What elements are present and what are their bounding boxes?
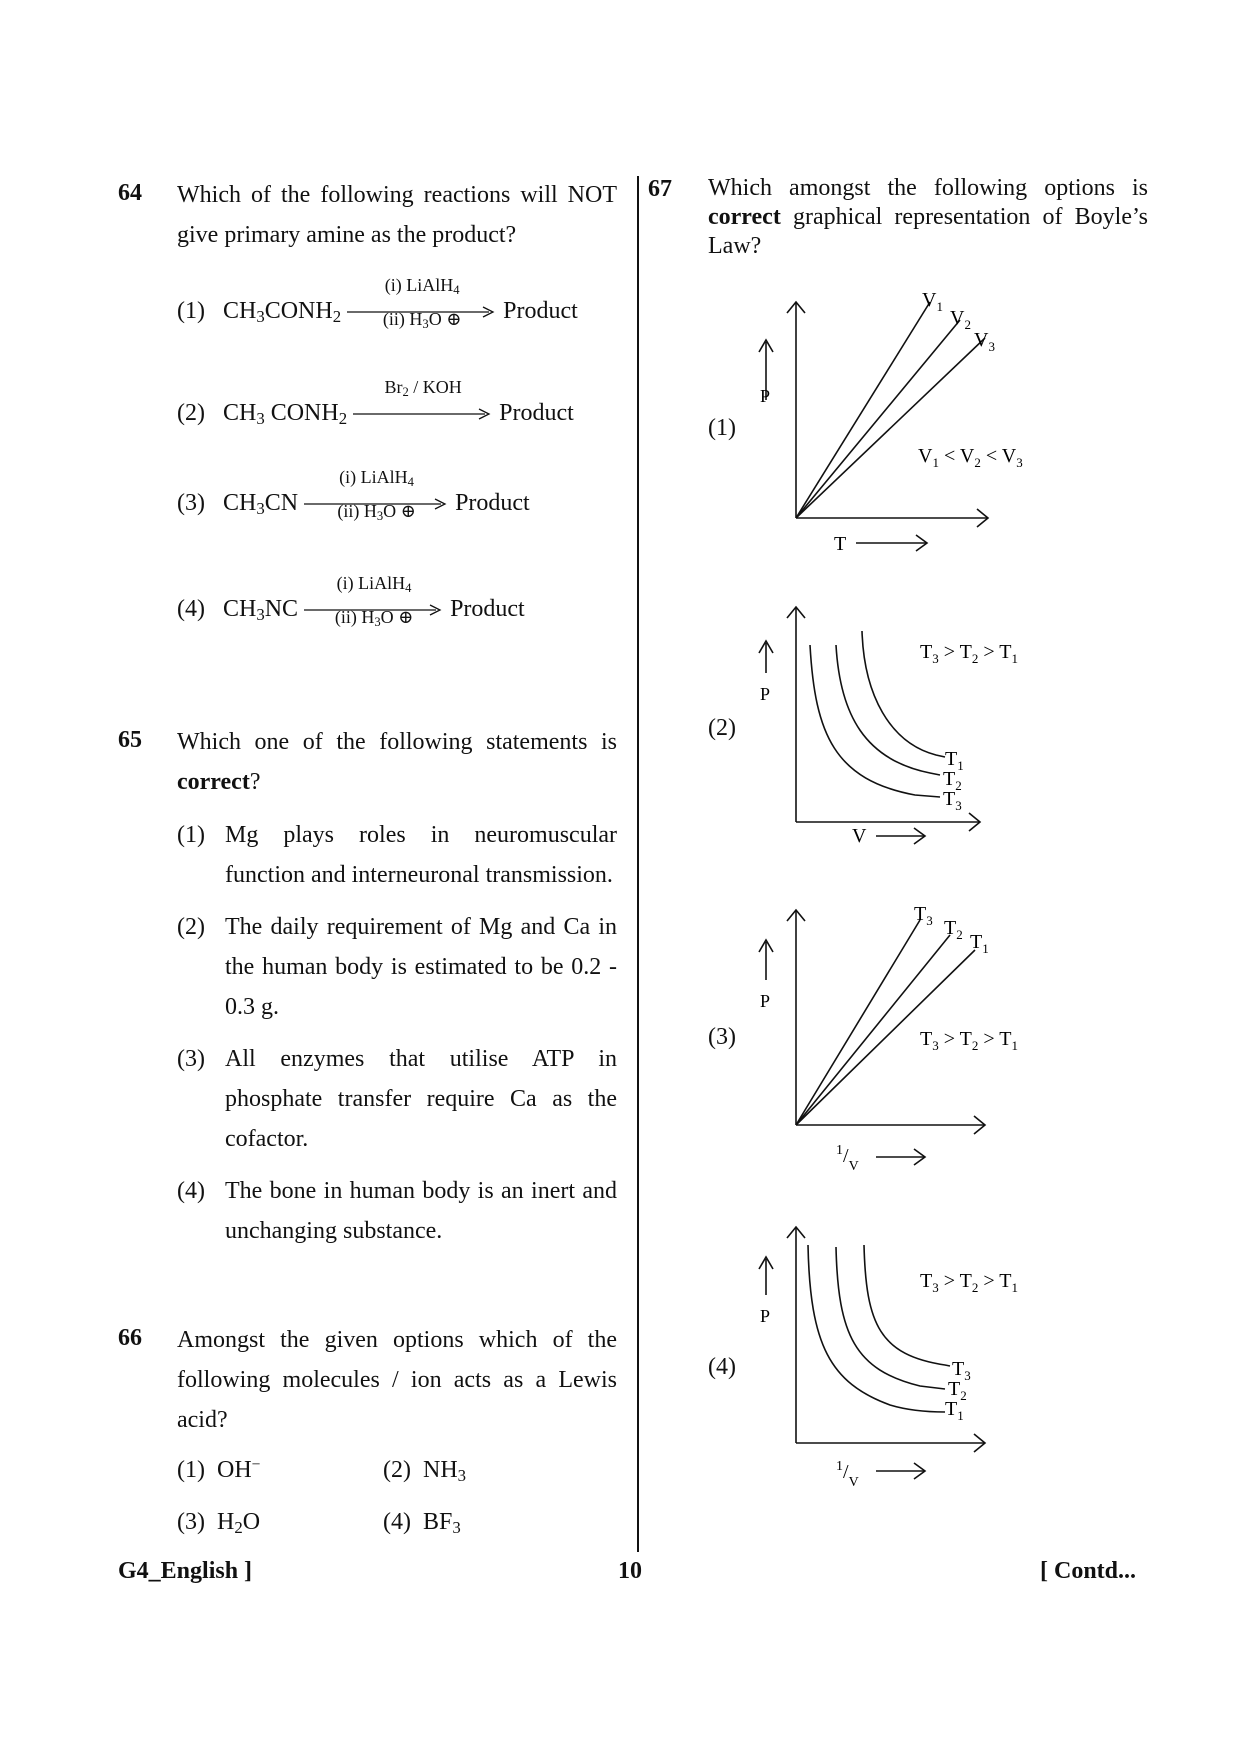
q64-option-4-reactant: $CH_3NC$ bbox=[222, 596, 299, 625]
q67-option-1[interactable]: (1) bbox=[708, 415, 736, 441]
footer-page-number: 10 bbox=[618, 1558, 642, 1584]
relation-text: $T_3 > T_2 > T_1$ bbox=[920, 641, 1018, 666]
q65-option-3[interactable]: (3) All enzymes that utilise ATP in phosphate transfer require Ca as the cofactor. bbox=[177, 1046, 617, 1152]
line-label-v2: $V_2$ bbox=[950, 307, 971, 332]
footer-contd: [ Contd... bbox=[1040, 1558, 1137, 1584]
line-label-t1: $T_1$ bbox=[970, 931, 989, 956]
line-label-t1: $T_1$ bbox=[945, 1398, 964, 1423]
isotherm-curve-t1 bbox=[862, 631, 945, 757]
y-axis-label: P bbox=[760, 1306, 771, 1326]
q66-option-2[interactable]: (2) $NH_3$ bbox=[383, 1457, 467, 1486]
q64-option-4-number: (4) bbox=[177, 596, 205, 622]
x-axis-label: V bbox=[852, 825, 867, 847]
q65-option-4[interactable]: (4) The bone in human body is an inert and unchanging substance. bbox=[177, 1178, 617, 1244]
q67-graph-4 bbox=[740, 1215, 1080, 1505]
isochore-line-v2 bbox=[796, 320, 960, 518]
footer-paper-code: G4_English ] bbox=[118, 1558, 253, 1584]
q66-option-1[interactable]: (1) OH− bbox=[177, 1456, 261, 1483]
q64-option-3-number: (3) bbox=[177, 490, 205, 516]
question-66-number: 66 bbox=[118, 1325, 142, 1351]
reaction-arrow bbox=[353, 377, 493, 421]
q67-graph-3 bbox=[740, 890, 1080, 1180]
q67-graph-2 bbox=[740, 595, 1080, 855]
q66-option-3[interactable]: (3) $H_2O$ bbox=[177, 1509, 261, 1538]
q67-option-3[interactable]: (3) bbox=[708, 1024, 736, 1050]
question-67-text: Which amongst the following options is correct graphical representation of Boyle’s Law? bbox=[708, 175, 1148, 259]
question-64-text: Which of the following reactions will NOT give primary amine as the product? bbox=[177, 182, 617, 248]
q64-option-1[interactable] bbox=[177, 275, 578, 332]
q64-option-1-product: Product bbox=[503, 298, 578, 324]
column-divider bbox=[637, 176, 639, 1552]
q64-option-1-number: (1) bbox=[177, 298, 205, 324]
relation-text: $T_3 > T_2 > T_1$ bbox=[920, 1028, 1018, 1053]
reagent-below: (ii) $H_3O$ ⊕ bbox=[334, 607, 414, 630]
line-label-t2: $T_2$ bbox=[944, 917, 963, 942]
q64-option-1-reactant: $CH_3CONH_2$ bbox=[222, 298, 342, 327]
isotherm-curve-t3 bbox=[810, 645, 940, 797]
isotherm-curve-t2 bbox=[836, 645, 940, 775]
y-axis-label: P bbox=[760, 386, 771, 406]
q64-option-4[interactable] bbox=[177, 573, 525, 630]
q64-option-3-product: Product bbox=[455, 490, 530, 516]
q67-option-2[interactable]: (2) bbox=[708, 715, 736, 741]
q66-option-4[interactable]: (4) $BF_3$ bbox=[383, 1509, 461, 1538]
line-label-t1: $T_1$ bbox=[945, 748, 964, 773]
line-label-v1: $V_1$ bbox=[922, 289, 943, 314]
reagent-above: (i) LiAlH$_4$ bbox=[336, 573, 412, 596]
reaction-arrow bbox=[304, 467, 449, 524]
relation-text: $T_3 > T_2 > T_1$ bbox=[920, 1270, 1018, 1295]
line-label-v3: $V_3$ bbox=[974, 329, 995, 354]
x-axis-label: T bbox=[834, 533, 847, 555]
reagent-below: (ii) $H_3O$ ⊕ bbox=[382, 309, 462, 332]
q64-option-4-product: Product bbox=[450, 596, 525, 622]
y-axis-label: P bbox=[760, 684, 771, 704]
reagent-above: $Br_2$ / KOH bbox=[384, 377, 462, 400]
reagent-below: (ii) $H_3O$ ⊕ bbox=[337, 501, 416, 524]
reaction-arrow bbox=[304, 573, 444, 630]
q64-option-3[interactable] bbox=[177, 467, 530, 524]
reaction-arrow bbox=[347, 275, 497, 332]
q64-option-3-reactant: $CH_3CN$ bbox=[222, 490, 299, 519]
q64-option-2-product: Product bbox=[499, 400, 574, 426]
q67-option-4[interactable]: (4) bbox=[708, 1354, 736, 1380]
line-label-t2: $T_2$ bbox=[943, 768, 962, 793]
q65-option-2[interactable]: (2) The daily requirement of Mg and Ca in the human body is estimated to be 0.2 - 0.3 g. bbox=[177, 914, 617, 1020]
question-66-text: Amongst the given options which of the following molecules / ion acts as a Lewis acid? bbox=[177, 1327, 617, 1433]
reagent-above: (i) LiAlH$_4$ bbox=[339, 467, 414, 490]
y-axis-label: P bbox=[760, 991, 771, 1011]
question-64-number: 64 bbox=[118, 180, 142, 206]
q65-option-1[interactable]: (1) Mg plays roles in neuromuscular function and interneuronal transmission. bbox=[177, 822, 617, 888]
line-label-t2: $T_2$ bbox=[948, 1378, 967, 1403]
q67-graph-1 bbox=[740, 280, 1080, 560]
q64-option-2-reactant: $CH_3$ $CONH_2$ bbox=[222, 400, 348, 429]
x-axis-label: $^1/_V$ bbox=[836, 1143, 859, 1174]
relation-text: $V_1 < V_2 < V_3$ bbox=[918, 445, 1023, 470]
question-67-number: 67 bbox=[648, 176, 672, 202]
reagent-above: (i) LiAlH$_4$ bbox=[384, 275, 460, 298]
line-label-t3: $T_3$ bbox=[952, 1358, 971, 1383]
q64-option-2[interactable] bbox=[177, 377, 574, 429]
q64-option-2-number: (2) bbox=[177, 400, 205, 426]
x-axis-label: $^1/_V$ bbox=[836, 1459, 859, 1490]
curve-t3 bbox=[864, 1245, 950, 1366]
question-65-text: Which one of the following statements is correct? bbox=[177, 729, 617, 795]
question-65-number: 65 bbox=[118, 727, 142, 753]
line-label-t3: $T_3$ bbox=[943, 788, 962, 813]
line-label-t3: $T_3$ bbox=[914, 903, 933, 928]
curve-t2 bbox=[836, 1247, 945, 1389]
